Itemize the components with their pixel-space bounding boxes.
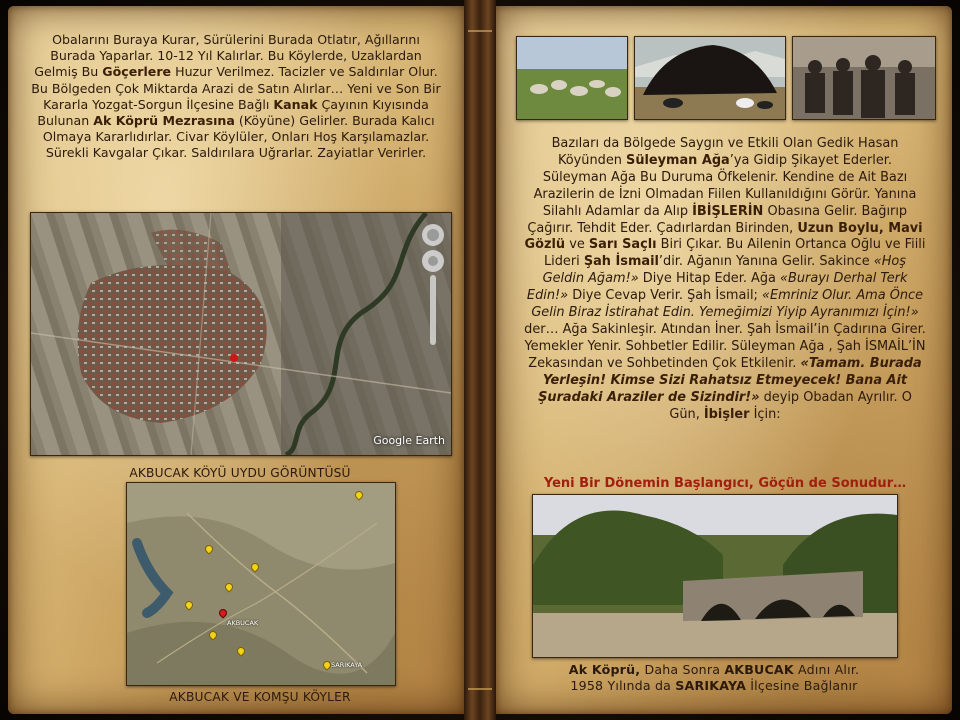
bridge-graphic [533, 495, 897, 657]
google-earth-logo: Google Earth [373, 434, 445, 447]
left-page [8, 6, 464, 714]
neighbor-villages-map [126, 482, 396, 686]
satellite-caption: AKBUCAK KÖYÜ UYDU GÖRÜNTÜSÜ [129, 466, 351, 480]
map-label-sarikaya: SARIKAYA [331, 661, 363, 669]
satellite-graphic [31, 213, 451, 455]
right-page [496, 6, 952, 714]
bridge-caption: Ak Köprü, Daha Sonra AKBUCAK Adını Alır. 1958 Yılında da SARIKAYA İlçesine Bağlanır [568, 662, 860, 693]
left-paragraph: Obalarını Buraya Kurar, Sürülerini Burada Otlatır, Ağıllarını Burada Yaparlar. 10-12 Yıl Kalırlar. Bu Köylerde, Uzaklardan Gelmiş Bu Göçerlere Huzur Verilmez. Tacizler ve Saldırılar Olur. Bu Bölgeden Çok Miktarda Arazi de Satın Alırlar… Yeni ve Son Bir Kararla Yozgat-Sorgun İlçesine Bağlı Kanak Çayının Kıyısında Bulunan Ak Köprü Mezrasına (Köyüne) Gelirler. Burada Kalıcı Olmaya Kararlıdırlar. Civar Köylüler, Onları Hoş Karşılamazlar. Sürekli Kavgalar Çıkar. Saldırılara Uğrarlar. Zayiatlar Verirler. [31, 32, 441, 161]
map-caption: AKBUCAK VE KOMŞU KÖYLER [169, 690, 351, 704]
historic-family-photo [792, 36, 936, 120]
book-spine [464, 0, 496, 720]
sheep-grazing-photo [516, 36, 628, 120]
map-label-akbucak: AKBUCAK [227, 619, 259, 627]
terrain-map-graphic [127, 483, 395, 685]
nomad-tent-painting [634, 36, 786, 120]
right-highlight: Yeni Bir Dönemin Başlangıcı, Göçün de Sonudur… [543, 476, 907, 491]
right-paragraph: Bazıları da Bölgede Saygın ve Etkili Olan Gedik Hasan Köyünden Süleyman Ağa’ya Gidip Şikayet Ederler. Süleyman Ağa Bu Duruma Öfkelenir. Kendine de Ait Bazı Arazilerin de İzni Olmadan Fiilen Kullanıldığını Görür. Yanına Silahlı Adamlar da Alıp İBİŞLERİN Obasına Gelir. Bağırıp Çağırır. Tehdit Eder. Çadırlardan Birinden, Uzun Boylu, Mavi Gözlü ve Sarı Saçlı Biri Çıkar. Bu Ailenin Ortanca Oğlu ve Fiili Lideri Şah İsmail’dir. Ağanın Yanına Gelir. Sakince «Hoş Geldin Ağam!» Diye Hitap Eder. Ağa «Burayı Derhal Terk Edin!» Diye Cevap Verir. Şah İsmail; «Emriniz Olur. Ama Önce Gelin Biraz İstirahat Edin. Yemeğimizi Yiyip Ayranımızı İçin!» der… Ağa Sakinleşir. Atından İner. Şah İsmail’in Çadırına Girer. Yemekler Yenir. Sohbetler Edilir. Süleyman Ağa , Şah İSMAİL’İN Zekasından ve Sohbetinden Çok Etkilenir. «Tamam. Burada Yerleşin! Kimse Sizi Rahatsız Etmeyecek! Bana Ait Şuradaki Araziler de Sizindir!» deyip Obadan Ayrılır. O Gün, İbişler İçin: [524, 136, 926, 422]
ak-kopru-bridge-photo [532, 494, 898, 658]
satellite-image [30, 212, 452, 456]
